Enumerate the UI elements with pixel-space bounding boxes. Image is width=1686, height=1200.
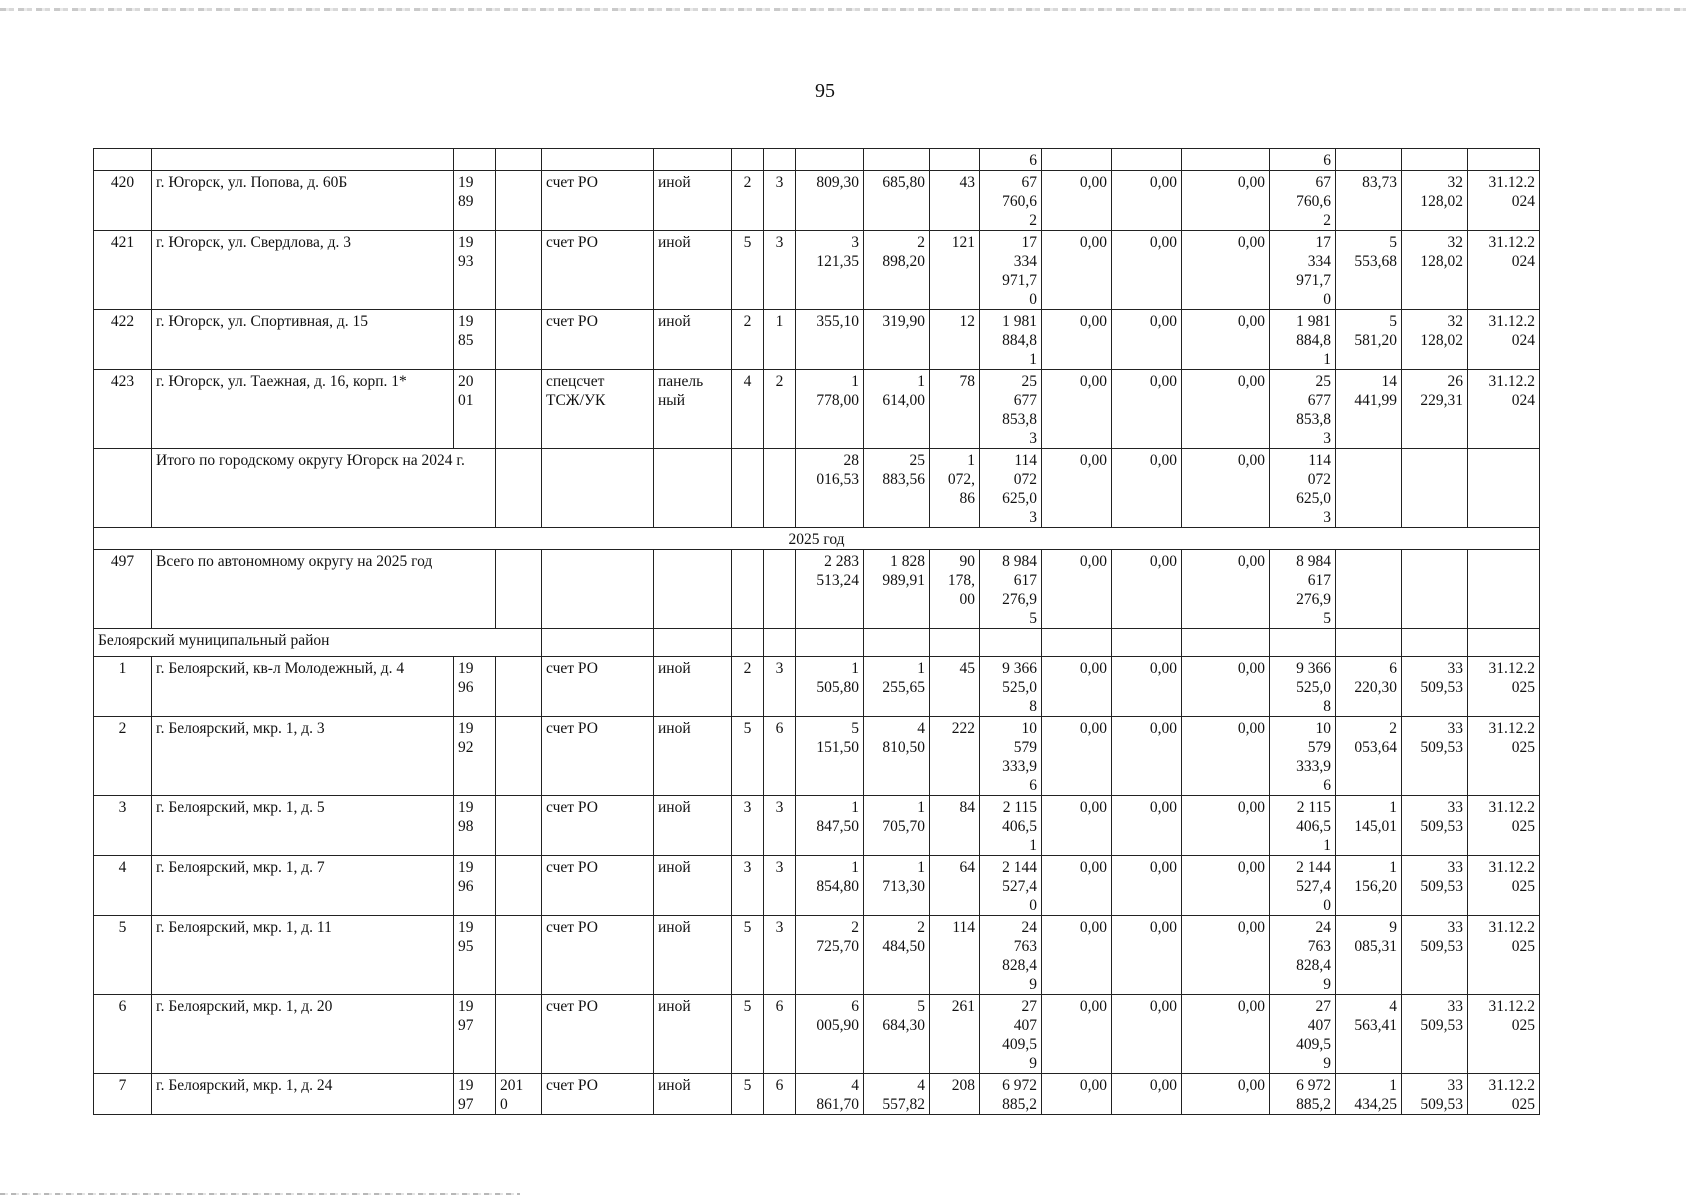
cell-floors: 5 [732,717,764,796]
cell-living-area: 1 255,65 [864,657,930,717]
cell-address: г. Югорск, ул. Попова, д. 60Б [152,171,454,231]
table-row [94,231,1540,310]
cell-total-area: 2 283 513,24 [796,550,864,629]
cell-year-overhaul: 201 0 [496,1074,542,1115]
cell-wall-material: иной [654,171,732,231]
cell-residents: 78 [930,370,980,449]
cell-floors: 5 [732,916,764,995]
cell-address: г. Белоярский, мкр. 1, д. 24 [152,1074,454,1115]
cell-no: 7 [94,1074,152,1115]
cell-empty [764,629,796,657]
cell-wall-material: иной [654,657,732,717]
cell-deadline: 31.12.2 024 [1468,171,1540,231]
table-row [94,717,1540,796]
cell-limit-cost: 33 509,53 [1402,657,1468,717]
total-label: Итого по городскому округу Югорск на 2024 г. [152,449,496,528]
cell-living-area: 1 614,00 [864,370,930,449]
cell-year-built: 19 85 [454,310,496,370]
table-row [94,370,1540,449]
cell-col-15: 0,00 [1182,310,1270,370]
cell-col-15: 0,00 [1182,856,1270,916]
cell-total-cost: 10 579 333,9 6 [980,717,1042,796]
cell-fund-method: счет РО [542,171,654,231]
cell-limit-cost: 33 509,53 [1402,717,1468,796]
total-label: Всего по автономному округу на 2025 год [152,550,496,629]
cell-total-cost: 8 984 617 276,9 5 [980,550,1042,629]
cell-col-15: 0,00 [1182,717,1270,796]
cell-fund-method: счет РО [542,995,654,1074]
cell-col-14: 0,00 [1112,856,1182,916]
cell-year-overhaul [496,370,542,449]
cell-specific-cost: 5 581,20 [1336,310,1402,370]
cell-col-13: 0,00 [1042,171,1112,231]
cell-fund-method: счет РО [542,1074,654,1115]
cell-empty [1402,550,1468,629]
cell-entrances: 1 [764,310,796,370]
cell-wall-material: иной [654,310,732,370]
cell-total-area: 3 121,35 [796,231,864,310]
cell-limit-cost: 32 128,02 [1402,310,1468,370]
cell-col-13: 0,00 [1042,796,1112,856]
cell-living-area: 2 898,20 [864,231,930,310]
cell-residents: 261 [930,995,980,1074]
cell-empty [732,449,764,528]
cell-no: 421 [94,231,152,310]
cell-col-16: 1 981 884,8 1 [1270,310,1336,370]
cell-empty [980,629,1042,657]
cell-wall-material: иной [654,856,732,916]
cell-year-built: 19 97 [454,995,496,1074]
cell-living-area: 4 810,50 [864,717,930,796]
cell-limit-cost: 33 509,53 [1402,856,1468,916]
cell-col-14: 0,00 [1112,370,1182,449]
cell-col-14: 0,00 [1112,310,1182,370]
table-row [94,995,1540,1074]
cell-no: 1 [94,657,152,717]
cell-specific-cost: 83,73 [1336,171,1402,231]
cell-col-15: 0,00 [1182,916,1270,995]
cell-address: г. Белоярский, мкр. 1, д. 5 [152,796,454,856]
cell-fund-method: счет РО [542,717,654,796]
cell-residents: 43 [930,171,980,231]
table-row [94,1074,1540,1115]
cell-empty [542,550,654,629]
cell-total-area: 809,30 [796,171,864,231]
cell-col-15: 0,00 [1182,1074,1270,1115]
cell-empty [764,550,796,629]
cell-floors: 2 [732,657,764,717]
cell-col-14: 0,00 [1112,717,1182,796]
cell-entrances: 3 [764,916,796,995]
cell-empty [732,629,764,657]
cell-limit-cost: 33 509,53 [1402,916,1468,995]
cell-empty [1270,629,1336,657]
cell-no: 422 [94,310,152,370]
cell-living-area: 319,90 [864,310,930,370]
cell-total-cost: 6 972 885,2 [980,1074,1042,1115]
cell-entrances: 3 [764,796,796,856]
cell-col-16: 9 366 525,0 8 [1270,657,1336,717]
cell-col-13: 0,00 [1042,916,1112,995]
cell-total-cost: 25 677 853,8 3 [980,370,1042,449]
cell-year-built: 19 98 [454,796,496,856]
cell-col-14: 0,00 [1112,171,1182,231]
cell-empty [496,550,542,629]
cell-empty [1042,629,1112,657]
cell-wall-material: панель ный [654,370,732,449]
cell-residents: 222 [930,717,980,796]
section-title: 2025 год [94,528,1540,550]
cell-wall-material: иной [654,717,732,796]
cell-empty [1336,629,1402,657]
cell-entrances: 3 [764,657,796,717]
cell-col-15: 0,00 [1182,550,1270,629]
cell-col-13: 0,00 [1042,231,1112,310]
cell-total-cost: 6 [980,149,1042,171]
cell-col-16: 114 072 625,0 3 [1270,449,1336,528]
cell-col-14: 0,00 [1112,550,1182,629]
cell-specific-cost: 1 156,20 [1336,856,1402,916]
cell-total-area: 28 016,53 [796,449,864,528]
cell-specific-cost: 4 563,41 [1336,995,1402,1074]
cell-year-built: 19 93 [454,231,496,310]
cell-year-built: 19 97 [454,1074,496,1115]
cell-year-overhaul [496,657,542,717]
cell-deadline: 31.12.2 025 [1468,856,1540,916]
cell-col-14: 0,00 [1112,796,1182,856]
cell-col-16: 6 972 885,2 [1270,1074,1336,1115]
cell-living-area: 1 713,30 [864,856,930,916]
region-row [94,629,1540,657]
cell-fund-method: счет РО [542,231,654,310]
cell-floors: 2 [732,171,764,231]
cell-year-overhaul [496,796,542,856]
cell-floors: 2 [732,310,764,370]
cell-year-built: 19 95 [454,916,496,995]
cell-empty [732,550,764,629]
cell-address: г. Белоярский, мкр. 1, д. 7 [152,856,454,916]
cell-entrances: 6 [764,717,796,796]
region-title: Белоярский муниципальный район [94,629,542,657]
cell-col-14: 0,00 [1112,657,1182,717]
cell-col-16: 2 115 406,5 1 [1270,796,1336,856]
cell-total-cost: 27 407 409,5 9 [980,995,1042,1074]
cell-year-overhaul [496,916,542,995]
cell-address: г. Югорск, ул. Таежная, д. 16, корп. 1* [152,370,454,449]
cell-living-area: 4 557,82 [864,1074,930,1115]
continuation-row [94,149,1540,171]
cell-col-14: 0,00 [1112,449,1182,528]
cell-empty [1336,449,1402,528]
cell-year-overhaul [496,231,542,310]
cell-living-area: 25 883,56 [864,449,930,528]
cell-col-16: 8 984 617 276,9 5 [1270,550,1336,629]
cell-deadline: 31.12.2 025 [1468,995,1540,1074]
cell-col-14: 0,00 [1112,916,1182,995]
cell-no: 6 [94,995,152,1074]
cell-limit-cost: 32 128,02 [1402,171,1468,231]
cell-col-15: 0,00 [1182,449,1270,528]
cell-residents: 64 [930,856,980,916]
cell-residents: 121 [930,231,980,310]
cell-specific-cost: 14 441,99 [1336,370,1402,449]
cell-col-15: 0,00 [1182,995,1270,1074]
cell-residents: 12 [930,310,980,370]
cell-year-overhaul [496,717,542,796]
cell-residents: 208 [930,1074,980,1115]
cell-total-cost: 114 072 625,0 3 [980,449,1042,528]
cell-col-16: 25 677 853,8 3 [1270,370,1336,449]
cell-no [94,449,152,528]
cell-no: 497 [94,550,152,629]
cell-deadline: 31.12.2 024 [1468,370,1540,449]
cell-total-area: 1 505,80 [796,657,864,717]
cell-entrances: 3 [764,856,796,916]
cell-col-15: 0,00 [1182,370,1270,449]
cell-address: г. Белоярский, мкр. 1, д. 3 [152,717,454,796]
cell-year-built: 19 92 [454,717,496,796]
cell-empty [764,449,796,528]
page-number: 95 [815,80,835,102]
cell-empty [1402,449,1468,528]
cell-deadline: 31.12.2 025 [1468,717,1540,796]
cell-floors: 3 [732,856,764,916]
cell-col-13: 0,00 [1042,856,1112,916]
cell-year-built: 19 96 [454,856,496,916]
cell-entrances: 2 [764,370,796,449]
cell-empty [542,629,654,657]
cell-address: г. Югорск, ул. Спортивная, д. 15 [152,310,454,370]
cell-no: 420 [94,171,152,231]
cell-year-built: 19 96 [454,657,496,717]
cell-total-cost: 1 981 884,8 1 [980,310,1042,370]
cell-fund-method: спецсчет ТСЖ/УК [542,370,654,449]
cell-specific-cost: 5 553,68 [1336,231,1402,310]
cell-specific-cost: 9 085,31 [1336,916,1402,995]
cell-entrances: 6 [764,1074,796,1115]
cell-empty [864,629,930,657]
cell-col-13: 0,00 [1042,449,1112,528]
cell-empty [654,629,732,657]
scan-edge-top [0,8,1686,11]
cell-total-area: 4 861,70 [796,1074,864,1115]
cell-address: г. Белоярский, кв-л Молодежный, д. 4 [152,657,454,717]
cell-wall-material: иной [654,796,732,856]
cell-residents: 114 [930,916,980,995]
cell-living-area: 5 684,30 [864,995,930,1074]
cell-empty [930,629,980,657]
section-row-2025 [94,528,1540,550]
cell-no: 2 [94,717,152,796]
cell-fund-method: счет РО [542,796,654,856]
cell-empty [1402,629,1468,657]
cell-empty [654,550,732,629]
cell-entrances: 3 [764,171,796,231]
cell-residents: 90 178, 00 [930,550,980,629]
cell-total-cost: 67 760,6 2 [980,171,1042,231]
cell-year-built: 19 89 [454,171,496,231]
cell-col-14: 0,00 [1112,231,1182,310]
cell-limit-cost: 33 509,53 [1402,1074,1468,1115]
cell-col-14: 0,00 [1112,995,1182,1074]
cell-col-16: 27 407 409,5 9 [1270,995,1336,1074]
cell-col-16: 24 763 828,4 9 [1270,916,1336,995]
cell-empty [1182,629,1270,657]
cell-limit-cost: 32 128,02 [1402,231,1468,310]
cell-limit-cost: 26 229,31 [1402,370,1468,449]
cell-empty [1468,550,1540,629]
total-row-2025 [94,550,1540,629]
cell-year-overhaul [496,310,542,370]
cell-deadline: 31.12.2 025 [1468,916,1540,995]
cell-col-14: 0,00 [1112,1074,1182,1115]
table-row [94,916,1540,995]
cell-deadline: 31.12.2 025 [1468,1074,1540,1115]
cell-residents: 1 072, 86 [930,449,980,528]
cell-empty [796,629,864,657]
overhaul-register-table [93,148,1540,1115]
cell-col-15: 0,00 [1182,171,1270,231]
cell-year-overhaul [496,171,542,231]
cell-specific-cost: 6 220,30 [1336,657,1402,717]
cell-wall-material: иной [654,1074,732,1115]
cell-col-13: 0,00 [1042,550,1112,629]
cell-limit-cost: 33 509,53 [1402,796,1468,856]
cell-total-area: 1 854,80 [796,856,864,916]
cell-wall-material: иной [654,995,732,1074]
cell-deadline: 31.12.2 024 [1468,310,1540,370]
table-row [94,796,1540,856]
cell-floors: 5 [732,995,764,1074]
total-row-2024 [94,449,1540,528]
cell-specific-cost: 1 434,25 [1336,1074,1402,1115]
cell-col-13: 0,00 [1042,310,1112,370]
cell-deadline: 31.12.2 024 [1468,231,1540,310]
cell-col-15: 0,00 [1182,657,1270,717]
cell-col-15: 0,00 [1182,796,1270,856]
cell-empty [496,449,542,528]
cell-address: г. Белоярский, мкр. 1, д. 20 [152,995,454,1074]
cell-fund-method: счет РО [542,916,654,995]
cell-col-13: 0,00 [1042,1074,1112,1115]
cell-year-built: 20 01 [454,370,496,449]
table-row [94,171,1540,231]
cell-col-15: 0,00 [1182,231,1270,310]
cell-entrances: 6 [764,995,796,1074]
cell-specific-cost: 2 053,64 [1336,717,1402,796]
cell-living-area: 1 828 989,91 [864,550,930,629]
cell-empty [1336,550,1402,629]
cell-fund-method: счет РО [542,310,654,370]
cell-living-area: 2 484,50 [864,916,930,995]
cell-total-cost: 2 144 527,4 0 [980,856,1042,916]
cell-entrances: 3 [764,231,796,310]
cell-col-13: 0,00 [1042,995,1112,1074]
cell-living-area: 1 705,70 [864,796,930,856]
cell-total-area: 355,10 [796,310,864,370]
cell-residents: 45 [930,657,980,717]
cell-address: г. Белоярский, мкр. 1, д. 11 [152,916,454,995]
cell-empty [654,449,732,528]
cell-empty [542,449,654,528]
cell-residents: 84 [930,796,980,856]
cell-floors: 3 [732,796,764,856]
cell-limit-cost: 33 509,53 [1402,995,1468,1074]
table-body [94,149,1540,1115]
cell-year-overhaul [496,995,542,1074]
cell-specific-cost: 1 145,01 [1336,796,1402,856]
cell-empty [1468,449,1540,528]
cell-no: 423 [94,370,152,449]
cell-total-area: 1 778,00 [796,370,864,449]
cell-total-cost: 2 115 406,5 1 [980,796,1042,856]
cell-col-16: 67 760,6 2 [1270,171,1336,231]
cell-total-cost: 9 366 525,0 8 [980,657,1042,717]
cell-deadline: 31.12.2 025 [1468,796,1540,856]
cell-empty [1468,629,1540,657]
cell-col-16: 6 [1270,149,1336,171]
cell-floors: 5 [732,231,764,310]
cell-floors: 5 [732,1074,764,1115]
table-row [94,856,1540,916]
cell-col-16: 10 579 333,9 6 [1270,717,1336,796]
cell-no: 4 [94,856,152,916]
cell-total-area: 5 151,50 [796,717,864,796]
cell-total-cost: 24 763 828,4 9 [980,916,1042,995]
cell-year-overhaul [496,856,542,916]
cell-address: г. Югорск, ул. Свердлова, д. 3 [152,231,454,310]
cell-fund-method: счет РО [542,856,654,916]
cell-total-area: 6 005,90 [796,995,864,1074]
cell-no: 5 [94,916,152,995]
cell-col-16: 17 334 971,7 0 [1270,231,1336,310]
cell-no: 3 [94,796,152,856]
cell-empty [1112,629,1182,657]
table-row [94,657,1540,717]
cell-col-13: 0,00 [1042,370,1112,449]
cell-wall-material: иной [654,916,732,995]
cell-col-13: 0,00 [1042,717,1112,796]
cell-total-area: 1 847,50 [796,796,864,856]
cell-col-16: 2 144 527,4 0 [1270,856,1336,916]
cell-living-area: 685,80 [864,171,930,231]
table-row [94,310,1540,370]
cell-total-area: 2 725,70 [796,916,864,995]
cell-floors: 4 [732,370,764,449]
scan-edge-bottom [0,1193,520,1195]
cell-deadline: 31.12.2 025 [1468,657,1540,717]
cell-wall-material: иной [654,231,732,310]
cell-col-13: 0,00 [1042,657,1112,717]
cell-total-cost: 17 334 971,7 0 [980,231,1042,310]
cell-fund-method: счет РО [542,657,654,717]
